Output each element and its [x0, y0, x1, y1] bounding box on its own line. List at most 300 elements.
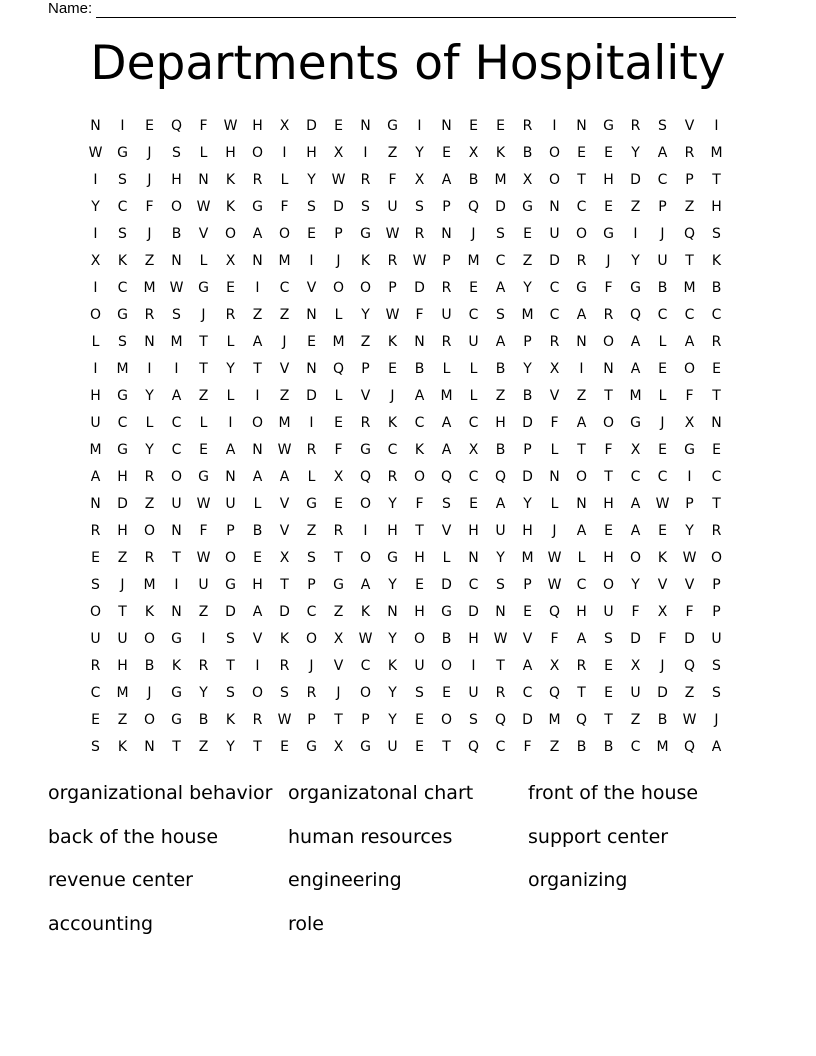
grid-letter: F: [415, 306, 424, 323]
grid-letter: R: [144, 306, 155, 323]
grid-letter: H: [252, 576, 263, 593]
grid-letter: U: [711, 630, 722, 647]
grid-letter: A: [252, 333, 263, 350]
grid-letter: D: [495, 198, 506, 215]
grid-letter: E: [199, 441, 208, 458]
grid-letter: N: [90, 117, 101, 134]
grid-letter: O: [440, 711, 453, 728]
grid-letter: Y: [523, 279, 532, 296]
grid-letter: Q: [467, 198, 480, 215]
grid-letter: Z: [522, 252, 533, 269]
grid-letter: R: [441, 333, 452, 350]
grid-letter: N: [549, 198, 560, 215]
grid-letter: S: [118, 225, 127, 242]
grid-letter: O: [575, 468, 588, 485]
grid-letter: B: [657, 279, 668, 296]
grid-letter: M: [170, 333, 183, 350]
grid-letter: Y: [226, 360, 235, 377]
grid-letter: G: [171, 684, 182, 701]
grid-letter: N: [171, 252, 182, 269]
grid-letter: E: [334, 117, 343, 134]
grid-letter: D: [522, 468, 533, 485]
grid-letter: M: [683, 279, 696, 296]
grid-letter: R: [576, 657, 587, 674]
grid-letter: I: [309, 252, 314, 269]
grid-letter: F: [550, 630, 559, 647]
grid-letter: N: [306, 306, 317, 323]
grid-letter: J: [147, 171, 152, 188]
grid-letter: D: [657, 684, 668, 701]
grid-letter: N: [252, 252, 263, 269]
grid-letter: D: [522, 414, 533, 431]
grid-letter: N: [171, 522, 182, 539]
grid-letter: C: [468, 306, 479, 323]
grid-letter: S: [91, 738, 100, 755]
grid-letter: A: [657, 144, 668, 161]
grid-letter: F: [334, 441, 343, 458]
grid-letter: J: [471, 225, 476, 242]
grid-letter: E: [577, 144, 586, 161]
grid-letter: C: [549, 306, 560, 323]
word-list-item: accounting: [48, 912, 154, 935]
grid-letter: L: [550, 495, 559, 512]
grid-letter: U: [387, 738, 398, 755]
word-list-item: back of the house: [48, 825, 219, 848]
grid-letter: W: [196, 549, 211, 566]
grid-letter: N: [414, 333, 425, 350]
grid-letter: Z: [198, 603, 209, 620]
grid-letter: C: [711, 468, 722, 485]
grid-letter: E: [280, 738, 289, 755]
grid-letter: T: [577, 441, 586, 458]
grid-letter: C: [414, 414, 425, 431]
grid-letter: Y: [523, 495, 532, 512]
grid-letter: R: [225, 306, 236, 323]
grid-letter: R: [198, 657, 209, 674]
grid-letter: G: [441, 603, 452, 620]
grid-letter: K: [171, 657, 182, 674]
grid-letter: B: [252, 522, 263, 539]
grid-letter: V: [279, 360, 290, 377]
grid-letter: G: [117, 306, 128, 323]
grid-letter: D: [306, 117, 317, 134]
grid-letter: T: [604, 711, 613, 728]
grid-letter: B: [495, 360, 506, 377]
grid-letter: K: [144, 603, 155, 620]
grid-letter: B: [414, 360, 425, 377]
grid-letter: E: [658, 360, 667, 377]
grid-letter: Y: [631, 576, 640, 593]
grid-letter: S: [172, 144, 181, 161]
grid-letter: N: [198, 171, 209, 188]
grid-letter: O: [170, 198, 183, 215]
grid-letter: X: [333, 468, 344, 485]
grid-letter: P: [523, 576, 532, 593]
grid-letter: Y: [145, 441, 154, 458]
grid-letter: G: [576, 279, 587, 296]
grid-letter: V: [549, 387, 560, 404]
grid-letter: I: [147, 360, 152, 377]
grid-letter: A: [252, 468, 263, 485]
grid-letter: B: [522, 144, 533, 161]
grid-letter: O: [170, 468, 183, 485]
name-field: [48, 0, 736, 18]
grid-letter: A: [441, 171, 452, 188]
grid-letter: A: [360, 576, 371, 593]
grid-letter: W: [655, 495, 670, 512]
grid-letter: Z: [279, 387, 290, 404]
grid-letter: S: [496, 306, 505, 323]
grid-letter: T: [685, 252, 694, 269]
name-label: Name:: [48, 0, 93, 17]
grid-letter: R: [711, 333, 722, 350]
grid-letter: N: [468, 549, 479, 566]
grid-letter: U: [603, 603, 614, 620]
grid-letter: C: [495, 252, 506, 269]
grid-letter: T: [712, 171, 721, 188]
grid-letter: I: [93, 360, 98, 377]
grid-letter: R: [522, 117, 533, 134]
grid-letter: G: [603, 117, 614, 134]
grid-letter: F: [685, 387, 694, 404]
grid-letter: L: [469, 360, 478, 377]
grid-letter: L: [577, 549, 586, 566]
grid-letter: T: [604, 387, 613, 404]
grid-letter: A: [495, 495, 506, 512]
grid-letter: H: [468, 630, 479, 647]
grid-letter: O: [548, 144, 561, 161]
grid-letter: Z: [360, 333, 371, 350]
grid-letter: P: [388, 279, 397, 296]
grid-letter: K: [117, 252, 128, 269]
grid-letter: E: [334, 414, 343, 431]
grid-letter: T: [712, 387, 721, 404]
grid-letter: B: [495, 441, 506, 458]
grid-letter: S: [712, 657, 721, 674]
grid-letter: B: [711, 279, 722, 296]
grid-letter: K: [387, 414, 398, 431]
grid-letter: T: [280, 576, 289, 593]
grid-letter: O: [359, 684, 372, 701]
grid-letter: A: [171, 387, 182, 404]
grid-letter: L: [145, 414, 154, 431]
grid-letter: C: [657, 468, 668, 485]
grid-letter: T: [199, 360, 208, 377]
grid-letter: Z: [252, 306, 263, 323]
grid-letter: I: [309, 414, 314, 431]
grid-letter: M: [143, 576, 156, 593]
grid-letter: M: [440, 387, 453, 404]
grid-letter: A: [630, 333, 641, 350]
grid-letter: I: [201, 630, 206, 647]
grid-letter: E: [145, 117, 154, 134]
grid-letter: S: [496, 576, 505, 593]
grid-letter: K: [387, 657, 398, 674]
grid-letter: X: [468, 441, 479, 458]
grid-letter: Y: [388, 684, 397, 701]
grid-letter: D: [306, 387, 317, 404]
grid-letter: B: [144, 657, 155, 674]
grid-letter: C: [657, 306, 668, 323]
grid-letter: D: [279, 603, 290, 620]
grid-letter: S: [415, 684, 424, 701]
grid-letter: D: [468, 603, 479, 620]
grid-letter: Q: [683, 225, 696, 242]
grid-letter: V: [657, 576, 668, 593]
grid-letter: C: [468, 414, 479, 431]
grid-letter: C: [360, 657, 371, 674]
grid-letter: V: [198, 225, 209, 242]
grid-letter: L: [280, 171, 289, 188]
grid-letter: C: [522, 684, 533, 701]
grid-letter: W: [547, 576, 562, 593]
grid-letter: F: [199, 522, 208, 539]
grid-letter: O: [683, 360, 696, 377]
grid-letter: N: [495, 603, 506, 620]
grid-letter: A: [225, 441, 236, 458]
grid-letter: G: [306, 495, 317, 512]
grid-letter: O: [602, 576, 615, 593]
grid-letter: R: [252, 711, 263, 728]
grid-letter: D: [549, 252, 560, 269]
grid-letter: L: [253, 495, 262, 512]
grid-letter: I: [282, 144, 287, 161]
grid-letter: S: [118, 333, 127, 350]
grid-letter: L: [658, 387, 667, 404]
grid-letter: Z: [198, 387, 209, 404]
grid-letter: C: [306, 603, 317, 620]
grid-letter: G: [387, 549, 398, 566]
grid-letter: J: [147, 225, 152, 242]
grid-letter: T: [253, 738, 262, 755]
grid-letter: F: [685, 603, 694, 620]
grid-letter: P: [361, 360, 370, 377]
grid-letter: A: [252, 225, 263, 242]
grid-letter: X: [333, 630, 344, 647]
grid-letter: G: [171, 630, 182, 647]
grid-letter: D: [630, 171, 641, 188]
grid-letter: O: [278, 225, 291, 242]
grid-letter: I: [255, 657, 260, 674]
grid-letter: J: [147, 144, 152, 161]
grid-letter: G: [198, 468, 209, 485]
grid-letter: Q: [575, 711, 588, 728]
word-list: [48, 780, 768, 954]
grid-letter: U: [387, 198, 398, 215]
grid-letter: Y: [685, 522, 694, 539]
grid-letter: X: [549, 657, 560, 674]
grid-letter: R: [684, 144, 695, 161]
grid-letter: Y: [91, 198, 100, 215]
grid-letter: T: [442, 738, 451, 755]
grid-letter: P: [334, 225, 343, 242]
grid-letter: A: [630, 522, 641, 539]
grid-letter: C: [657, 171, 668, 188]
grid-letter: T: [712, 495, 721, 512]
grid-letter: K: [225, 711, 236, 728]
grid-letter: S: [712, 225, 721, 242]
grid-letter: R: [630, 117, 641, 134]
grid-letter: O: [251, 684, 264, 701]
grid-letter: I: [471, 657, 476, 674]
grid-letter: O: [548, 171, 561, 188]
grid-letter: K: [414, 441, 425, 458]
grid-letter: U: [171, 495, 182, 512]
grid-letter: R: [144, 468, 155, 485]
grid-letter: A: [711, 738, 722, 755]
grid-letter: J: [309, 657, 314, 674]
grid-letter: U: [630, 684, 641, 701]
grid-letter: C: [90, 684, 101, 701]
grid-letter: L: [226, 387, 235, 404]
grid-letter: H: [117, 522, 128, 539]
grid-letter: V: [252, 630, 263, 647]
grid-letter: T: [415, 522, 424, 539]
grid-letter: U: [90, 630, 101, 647]
grid-letter: Y: [307, 171, 316, 188]
grid-letter: A: [630, 360, 641, 377]
word-list-item: front of the house: [528, 782, 699, 804]
word-list-item: support center: [528, 825, 669, 848]
grid-letter: I: [93, 171, 98, 188]
grid-letter: L: [550, 441, 559, 458]
grid-letter: Q: [494, 468, 507, 485]
grid-letter: R: [306, 684, 317, 701]
grid-letter: N: [441, 117, 452, 134]
grid-letter: G: [360, 441, 371, 458]
grid-letter: G: [360, 225, 371, 242]
grid-letter: Y: [631, 144, 640, 161]
grid-letter: D: [684, 630, 695, 647]
grid-letter: X: [549, 360, 560, 377]
grid-letter: J: [660, 414, 665, 431]
grid-letter: G: [522, 198, 533, 215]
grid-letter: F: [523, 738, 532, 755]
grid-letter: C: [576, 198, 587, 215]
grid-letter: H: [522, 522, 533, 539]
grid-letter: E: [91, 711, 100, 728]
grid-letter: S: [415, 198, 424, 215]
grid-letter: H: [495, 414, 506, 431]
grid-letter: B: [198, 711, 209, 728]
grid-letter: M: [494, 171, 507, 188]
grid-letter: E: [712, 441, 721, 458]
grid-letter: V: [684, 576, 695, 593]
grid-letter: T: [172, 549, 181, 566]
grid-letter: L: [334, 387, 343, 404]
grid-letter: E: [334, 495, 343, 512]
grid-letter: L: [334, 306, 343, 323]
grid-letter: S: [307, 198, 316, 215]
grid-letter: O: [224, 225, 237, 242]
grid-letter: H: [414, 549, 425, 566]
grid-letter: F: [658, 630, 667, 647]
grid-letter: G: [117, 144, 128, 161]
grid-letter: Z: [576, 387, 587, 404]
grid-letter: Z: [117, 711, 128, 728]
grid-letter: R: [360, 414, 371, 431]
grid-letter: U: [549, 225, 560, 242]
grid-letter: N: [252, 441, 263, 458]
grid-letter: Q: [683, 657, 696, 674]
grid-letter: A: [441, 414, 452, 431]
grid-letter: E: [226, 279, 235, 296]
grid-letter: W: [682, 549, 697, 566]
grid-letter: O: [440, 657, 453, 674]
grid-letter: D: [441, 576, 452, 593]
grid-letter: A: [576, 306, 587, 323]
grid-letter: V: [360, 387, 371, 404]
grid-letter: N: [360, 117, 371, 134]
grid-letter: C: [711, 306, 722, 323]
word-list-item: revenue center: [48, 869, 193, 891]
grid-letter: T: [577, 684, 586, 701]
grid-letter: M: [89, 441, 102, 458]
grid-letter: S: [496, 225, 505, 242]
grid-letter: Z: [630, 711, 641, 728]
grid-letter: I: [633, 225, 638, 242]
grid-letter: C: [468, 468, 479, 485]
grid-letter: T: [172, 738, 181, 755]
grid-letter: M: [656, 738, 669, 755]
grid-letter: R: [279, 657, 290, 674]
grid-letter: N: [171, 603, 182, 620]
grid-letter: G: [630, 279, 641, 296]
grid-letter: X: [468, 144, 479, 161]
grid-letter: X: [333, 144, 344, 161]
grid-letter: W: [493, 630, 508, 647]
grid-letter: B: [468, 171, 479, 188]
grid-letter: Q: [170, 117, 183, 134]
word-list-item: organizational behavior: [48, 782, 273, 804]
grid-letter: K: [117, 738, 128, 755]
grid-letter: O: [602, 333, 615, 350]
grid-letter: B: [441, 630, 452, 647]
grid-letter: N: [387, 603, 398, 620]
grid-letter: Z: [684, 684, 695, 701]
grid-letter: O: [89, 306, 102, 323]
grid-letter: R: [387, 252, 398, 269]
grid-letter: O: [143, 630, 156, 647]
grid-letter: A: [495, 279, 506, 296]
grid-letter: S: [226, 630, 235, 647]
grid-letter: D: [630, 630, 641, 647]
letter-grid: [82, 112, 730, 760]
grid-letter: K: [279, 630, 290, 647]
grid-letter: H: [387, 522, 398, 539]
grid-letter: F: [550, 414, 559, 431]
grid-letter: H: [171, 171, 182, 188]
grid-letter: G: [333, 576, 344, 593]
grid-letter: B: [603, 738, 614, 755]
grid-letter: I: [687, 468, 692, 485]
grid-letter: O: [359, 495, 372, 512]
grid-letter: L: [658, 333, 667, 350]
grid-letter: Y: [388, 711, 397, 728]
grid-letter: O: [602, 414, 615, 431]
grid-letter: Z: [630, 198, 641, 215]
grid-letter: O: [251, 414, 264, 431]
grid-letter: X: [225, 252, 236, 269]
grid-letter: G: [387, 117, 398, 134]
grid-letter: E: [388, 360, 397, 377]
grid-letter: A: [576, 522, 587, 539]
grid-letter: I: [714, 117, 719, 134]
grid-letter: E: [658, 522, 667, 539]
grid-letter: W: [277, 711, 292, 728]
grid-letter: N: [144, 738, 155, 755]
grid-letter: O: [710, 549, 723, 566]
